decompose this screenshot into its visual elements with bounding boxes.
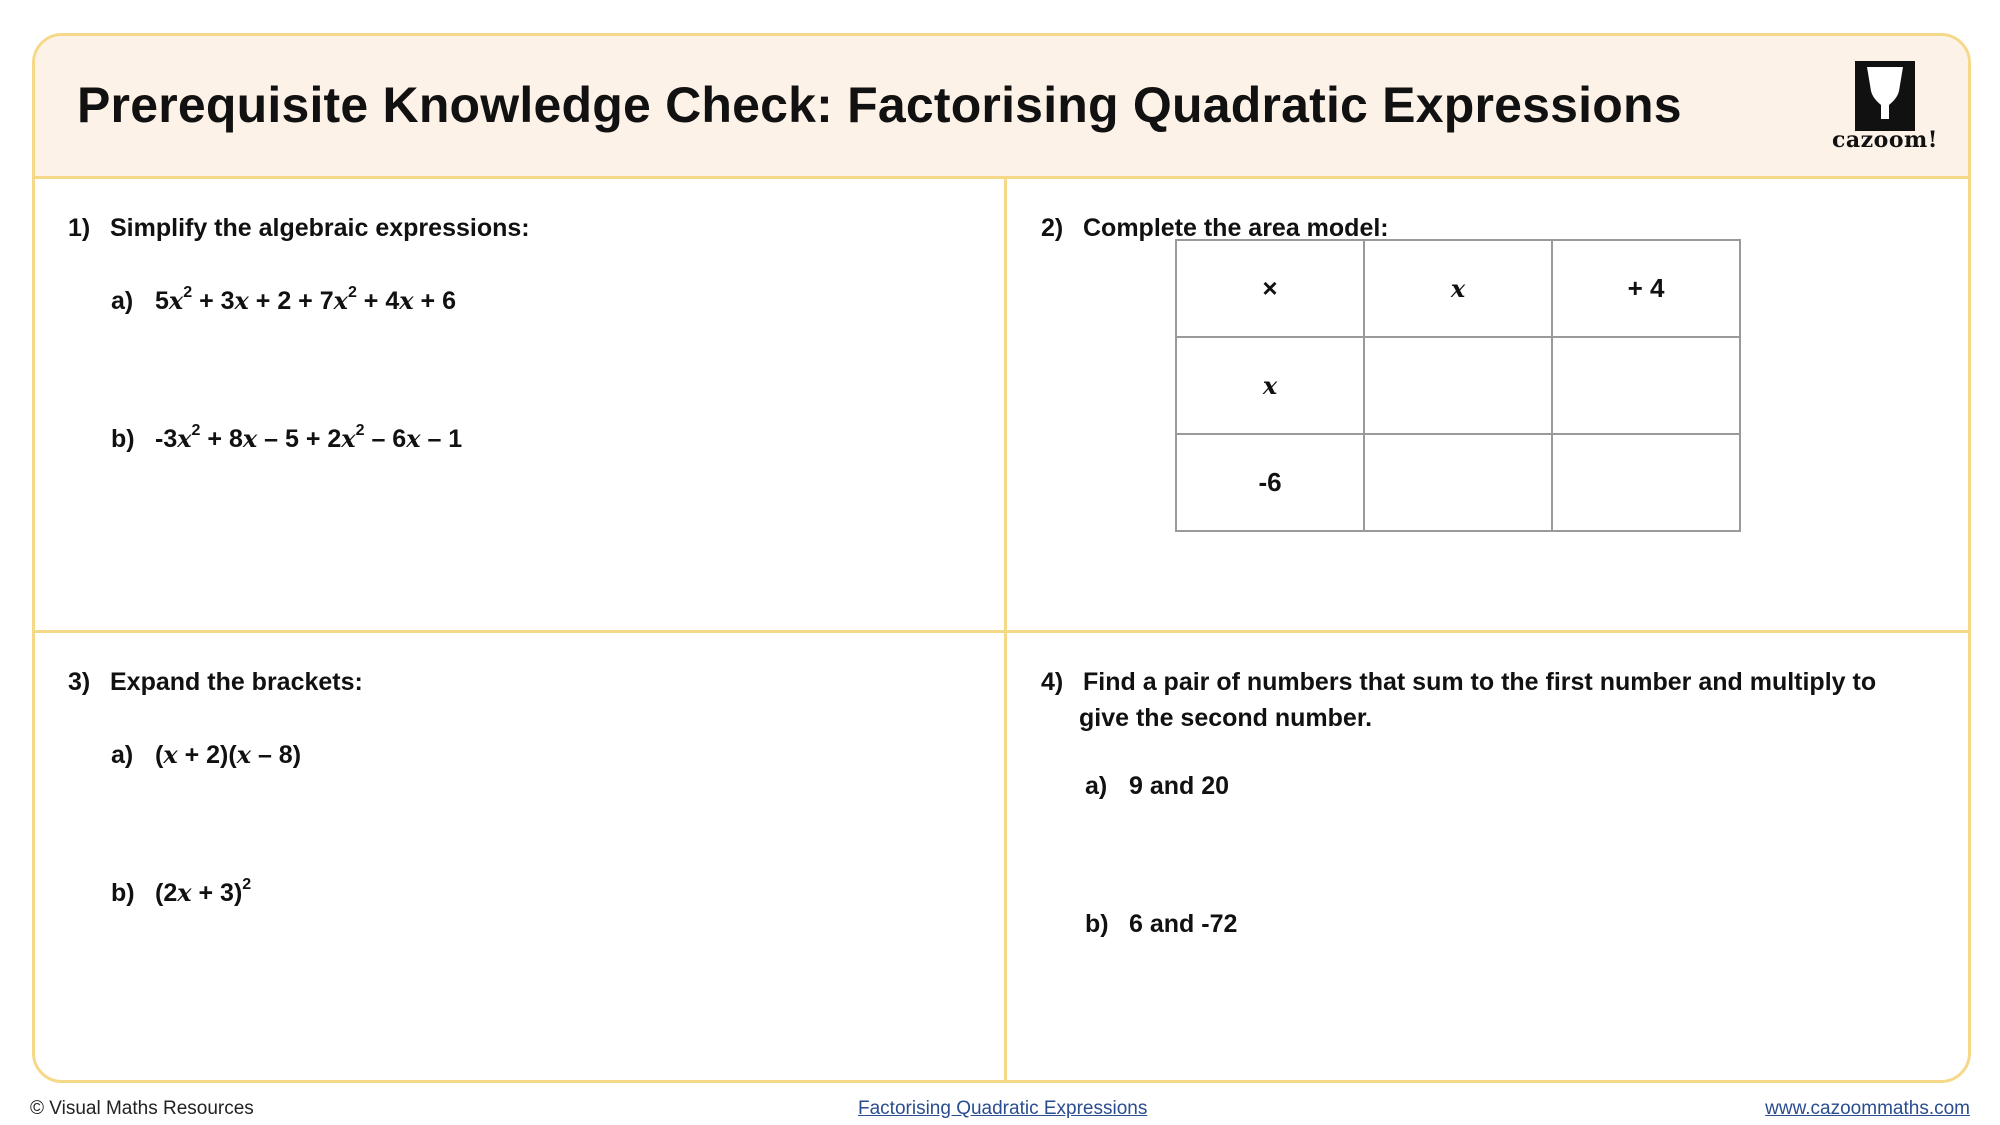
question-number: 2) (1041, 214, 1064, 242)
horizontal-divider (35, 630, 1968, 633)
part-letter: a) (111, 741, 134, 769)
question-3a (111, 740, 301, 770)
part-letter: a) (1085, 772, 1108, 800)
column-header-cell: + 4 (1552, 240, 1740, 337)
expression: $5x^2 + 3x + 2 + 7x^2 + 4x + 6$ (155, 283, 456, 315)
table-row (1176, 337, 1740, 434)
question-number: 3) (68, 668, 91, 696)
question-4-line2 (1079, 704, 1372, 733)
part-letter: b) (1085, 910, 1109, 938)
expression: 6 and -72 (1129, 910, 1238, 938)
row-header-cell: -6 (1176, 434, 1364, 531)
header (35, 36, 1968, 179)
expression: $(2x + 3)^2$ (155, 875, 252, 907)
area-model-table (1175, 239, 1741, 532)
expression: $-3x^2 + 8x - 5 + 2x^2 - 6x - 1$ (155, 421, 463, 453)
footer-copyright: © Visual Maths Resources (30, 1098, 254, 1119)
question-1b (111, 421, 463, 454)
page-title: Prerequisite Knowledge Check: Factorising Quadratic Expressions (77, 77, 1682, 133)
expression: (x + 2)(x – 8) (155, 740, 302, 769)
column-header-cell: x (1364, 240, 1552, 337)
logo-text: cazoom! (1832, 127, 1938, 153)
answer-cell[interactable] (1552, 434, 1740, 531)
table-row (1176, 434, 1740, 531)
question-prompt: Expand the brackets: (110, 668, 363, 696)
question-prompt: Complete the area model: (1083, 214, 1389, 242)
part-letter: b) (111, 879, 135, 907)
part-letter: a) (111, 287, 134, 315)
table-corner-cell: × (1176, 240, 1364, 337)
worksheet-frame (32, 33, 1971, 1083)
question-3b (111, 875, 252, 908)
question-3 (68, 668, 363, 697)
vertical-divider (1004, 176, 1007, 1080)
question-1 (68, 214, 530, 243)
question-4 (1041, 668, 1876, 697)
cazoom-logo (1830, 61, 1940, 157)
part-letter: b) (111, 425, 135, 453)
row-header-cell: x (1176, 337, 1364, 434)
question-prompt-line2: give the second number. (1079, 704, 1373, 732)
question-number: 4) (1041, 668, 1064, 696)
table-row (1176, 240, 1740, 337)
answer-cell[interactable] (1364, 337, 1552, 434)
footer-website-link[interactable]: www.cazoommaths.com (1765, 1098, 1970, 1119)
footer-topic-link[interactable]: Factorising Quadratic Expressions (858, 1098, 1148, 1119)
answer-cell[interactable] (1552, 337, 1740, 434)
expression: 9 and 20 (1129, 772, 1230, 800)
answer-cell[interactable] (1364, 434, 1552, 531)
question-1a (111, 283, 456, 316)
question-prompt: Simplify the algebraic expressions: (110, 214, 530, 242)
question-prompt-line1: Find a pair of numbers that sum to the first number and multiply to (1083, 668, 1877, 696)
trophy-icon (1855, 61, 1915, 131)
question-4a (1085, 772, 1229, 801)
question-number: 1) (68, 214, 91, 242)
question-4b (1085, 910, 1237, 939)
